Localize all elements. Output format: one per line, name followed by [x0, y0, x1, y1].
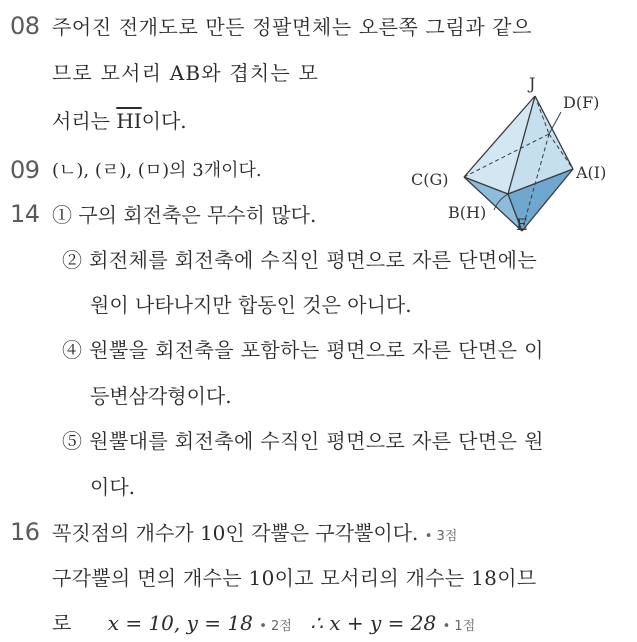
equation-sum: ∴ x + y = 28 — [310, 611, 437, 635]
problem-number-14: 14 — [10, 200, 40, 228]
q14-item-2-line-1: ② 회전체를 회전축에 수직인 평면으로 자른 단면에는 — [62, 248, 538, 272]
problem-number-16: 16 — [10, 518, 40, 546]
label-df: D(F) — [563, 93, 600, 112]
label-ai: A(I) — [576, 163, 607, 182]
q14-item-1: ① 구의 회전축은 무수히 많다. — [52, 203, 317, 227]
q14-item-4-line-1: ④ 원뿔을 회전축을 포함하는 평면으로 자른 단면은 이 — [62, 338, 544, 362]
q14-item-5-line-1: ⑤ 원뿔대를 회전축에 수직인 평면으로 자른 단면은 원 — [62, 429, 544, 453]
q08-line-1: 주어진 전개도로 만든 정팔면체는 오른쪽 그림과 같으 — [52, 15, 532, 39]
segment-hi: $\overline{HI}$ — [116, 109, 142, 133]
score-3: • 3점 — [424, 529, 458, 544]
q14-item-2-line-2: 원이 나타나지만 합동인 것은 아니다. — [90, 293, 412, 317]
q16-line-2: 구각뿔의 면의 개수는 10이고 모서리의 개수는 18이므 — [52, 566, 537, 590]
q09-text: (ㄴ), (ㄹ), (ㅁ)의 3개이다. — [52, 160, 262, 181]
q16-line-3 — [52, 610, 475, 640]
q08-line-3-suffix: 이다. — [141, 109, 187, 133]
problem-number-08: 08 — [10, 12, 40, 40]
label-cg: C(G) — [411, 170, 449, 189]
label-bh: B(H) — [448, 203, 487, 222]
q16-line-1-text: 꼭짓점의 개수가 10인 각뿔은 구각뿔이다. — [52, 521, 419, 545]
q08-line-3-prefix: 서리는 — [52, 109, 117, 133]
score-2: • 2점 — [259, 619, 292, 634]
q16-line-1 — [52, 520, 457, 550]
equation-xy: x = 10, y = 18 — [107, 611, 253, 635]
q08-line-3 — [52, 108, 187, 134]
q08-line-2: 므로 모서리 AB와 겹치는 모 — [52, 61, 319, 85]
q14-item-5-line-2: 이다. — [90, 475, 135, 499]
score-1: • 1점 — [442, 619, 476, 634]
q14-item-4-line-2: 등변삼각형이다. — [90, 384, 232, 408]
problem-number-09: 09 — [10, 156, 40, 184]
label-j: J — [529, 74, 536, 93]
label-e: E — [516, 215, 528, 232]
leader-df — [549, 112, 561, 134]
octahedron-figure — [406, 72, 632, 232]
q16-line-3-lead: 로 — [52, 611, 72, 635]
